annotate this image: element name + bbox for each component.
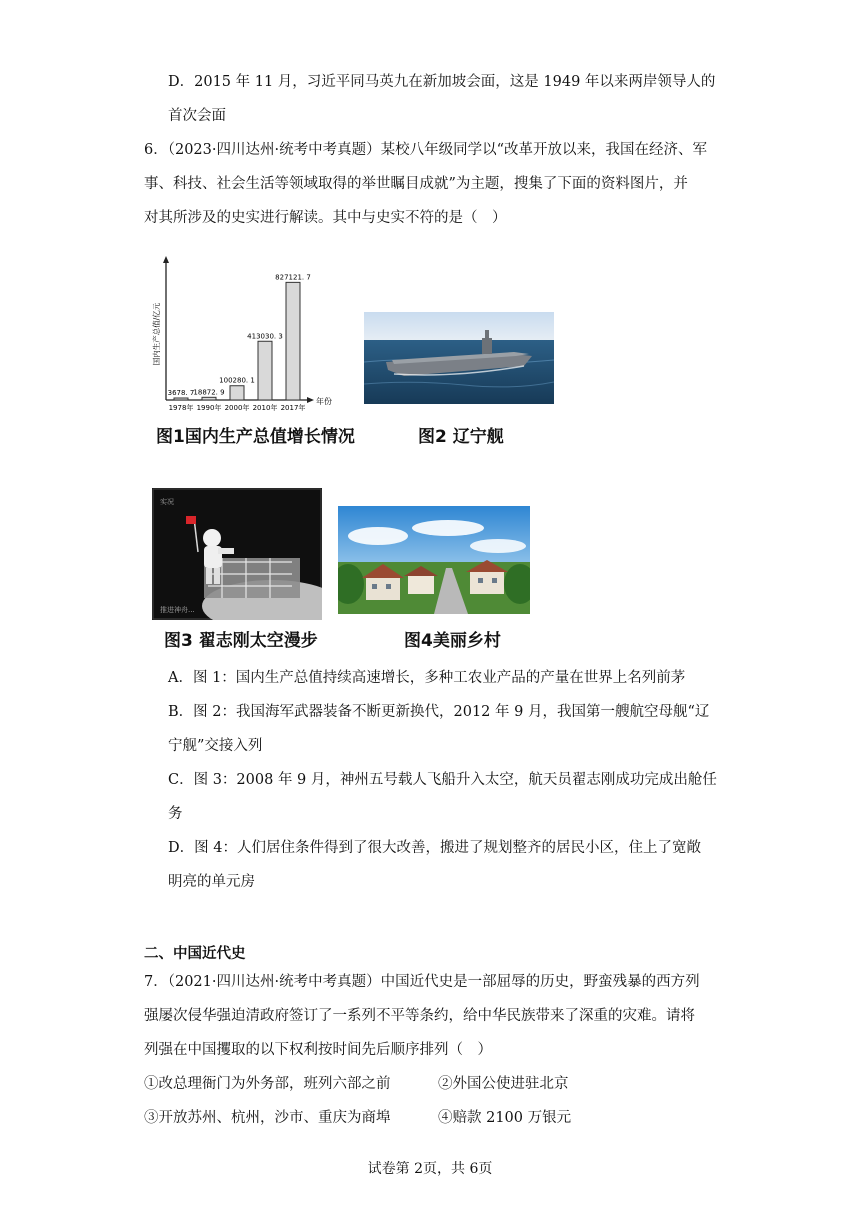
gdp-bar-chart-svg xyxy=(150,254,350,414)
y-axis-arrow xyxy=(163,256,169,263)
section-2-title: 二、中国近代史 xyxy=(144,945,246,962)
q6-option-d-line2: 明亮的单元房 xyxy=(168,874,255,890)
q6-option-c-line1: C．图 3：2008 年 9 月，神州五号载人飞船升入太空，航天员翟志刚成功完成出舱任 xyxy=(168,772,717,788)
q6-option-c-line2: 务 xyxy=(168,806,183,822)
q5-option-d-line1: D．2015 年 11 月，习近平同马英九在新加坡会面，这是 1949 年以来两岸领导人的 xyxy=(168,74,716,90)
q7-item-4: ④赔款 2100 万银元 xyxy=(438,1110,572,1126)
spacewalk-photo xyxy=(152,488,322,620)
gdp-bar-0 xyxy=(174,398,188,400)
gdp-tick-label-0: 1978年 xyxy=(168,404,194,412)
q6-option-b-line1: B．图 2：我国海军武器装备不断更新换代，2012 年 9 月，我国第一艘航空母舰“辽 xyxy=(168,704,710,720)
q6-stem-line2: 事、科技、社会生活等领域取得的举世瞩目成就”为主题，搜集了下面的资料图片，并 xyxy=(144,176,688,192)
gdp-tick-label-2: 2000年 xyxy=(224,404,250,412)
q5-option-d-line2: 首次会面 xyxy=(168,108,226,124)
gdp-value-label-4: 827121. 7 xyxy=(275,273,311,282)
figure-1-gdp-chart xyxy=(150,254,350,414)
village-photo xyxy=(338,506,530,614)
q7-item-2: ②外国公使进驻北京 xyxy=(438,1076,569,1092)
gdp-value-label-0: 3678. 7 xyxy=(167,389,195,397)
chart-ylabel: 国内生产总值/亿元 xyxy=(152,302,161,366)
gdp-bar-2 xyxy=(230,386,244,400)
q6-option-d-line1: D．图 4：人们居住条件得到了很大改善，搬进了规划整齐的居民小区，住上了宽敞 xyxy=(168,840,701,856)
carrier-photo xyxy=(364,312,554,404)
q6-option-b-line2: 宁舰”交接入列 xyxy=(168,738,263,754)
q7-stem-line3: 列强在中国攫取的以下权利按时间先后顺序排列（ ） xyxy=(144,1042,492,1058)
chart-xlabel: 年份 xyxy=(316,397,332,406)
figure-2-liaoning-carrier-image xyxy=(364,312,554,404)
figure-4-caption: 图4美丽乡村 xyxy=(404,631,501,651)
figure-3-caption: 图3 翟志刚太空漫步 xyxy=(164,631,318,651)
figure-2-caption: 图2 辽宁舰 xyxy=(418,427,504,447)
gdp-value-label-2: 100280. 1 xyxy=(219,376,255,385)
figure-3-spacewalk-image xyxy=(152,488,322,620)
gdp-bar-1 xyxy=(202,397,216,400)
figure-4-village-image xyxy=(338,506,530,614)
q7-item-3: ③开放苏州、杭州，沙市、重庆为商埠 xyxy=(144,1110,391,1126)
x-axis-arrow xyxy=(307,397,314,403)
q7-stem-line1: 7．（2021·四川达州·统考中考真题）中国近代史是一部屈辱的历史，野蛮残暴的西方列 xyxy=(144,974,700,990)
q7-stem-line2: 强屡次侵华强迫清政府签订了一系列不平等条约，给中华民族带来了深重的灾难。请将 xyxy=(144,1008,695,1024)
fig3-overlay-text: 推进神舟... xyxy=(160,606,195,614)
gdp-bar-3 xyxy=(258,341,272,400)
page-footer: 试卷第 2页，共 6页 xyxy=(367,1161,493,1177)
svg-text:实况: 实况 xyxy=(160,498,174,506)
gdp-tick-label-1: 1990年 xyxy=(196,404,222,412)
q6-option-a: A．图 1：国内生产总值持续高速增长，多种工农业产品的产量在世界上名列前茅 xyxy=(168,670,686,686)
figure-1-caption: 图1国内生产总值增长情况 xyxy=(156,427,355,447)
q6-stem-line3: 对其所涉及的史实进行解读。其中与史实不符的是（ ） xyxy=(144,210,507,226)
gdp-bar-4 xyxy=(286,282,300,400)
gdp-tick-label-4: 2017年 xyxy=(280,404,306,412)
q6-stem-line1: 6．（2023·四川达州·统考中考真题）某校八年级同学以“改革开放以来，我国在经济、军 xyxy=(144,142,708,158)
gdp-tick-label-3: 2010年 xyxy=(252,404,278,412)
gdp-value-label-1: 18872. 9 xyxy=(193,388,225,397)
q7-item-1: ①改总理衙门为外务部，班列六部之前 xyxy=(144,1076,391,1092)
gdp-value-label-3: 413030. 3 xyxy=(247,332,283,341)
